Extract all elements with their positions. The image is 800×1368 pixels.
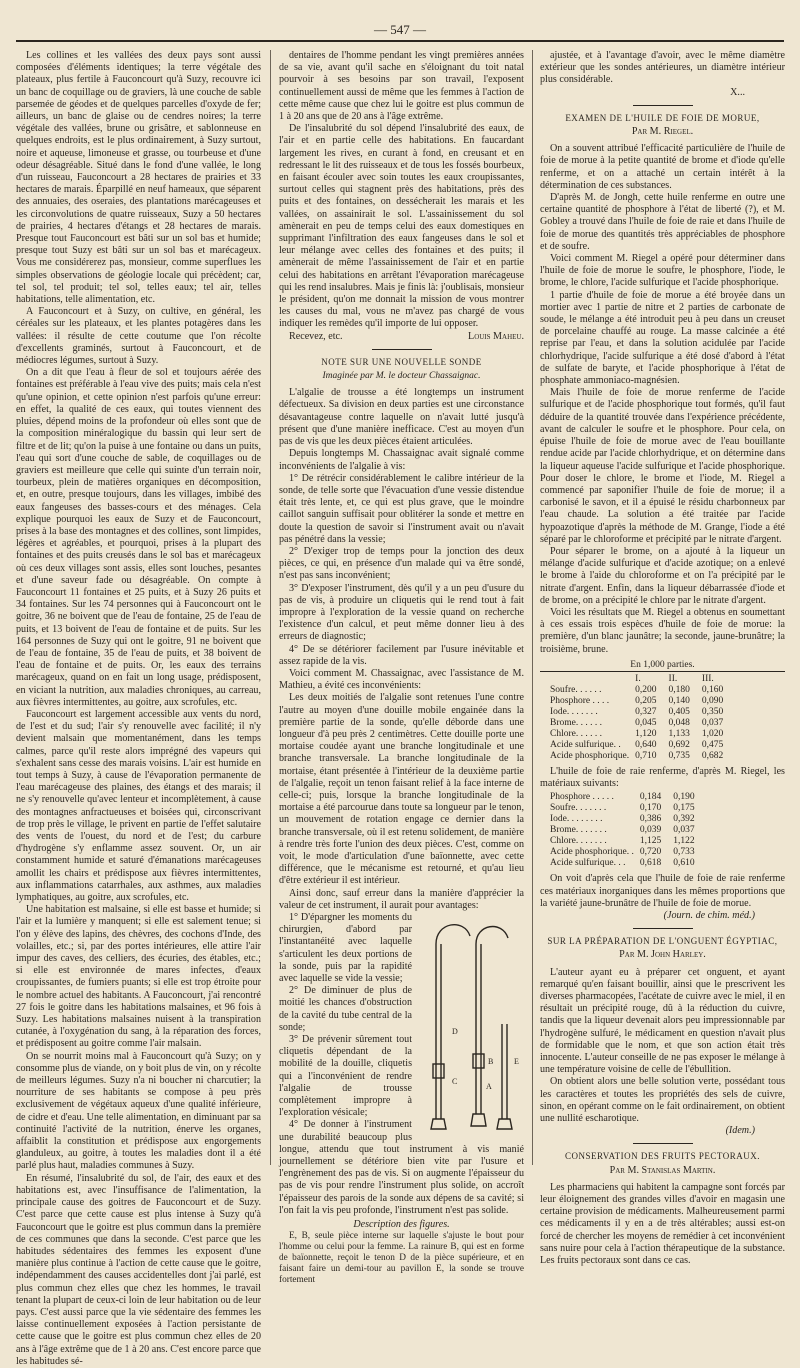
header-rule — [16, 40, 784, 42]
table-cell: 0,720 — [639, 847, 662, 858]
letter-signature: Louis Maheu. — [468, 330, 524, 342]
paragraph: On voit d'après cela que l'huile de foie de raie renferme ces matériaux inorganiques dans les mêmes proportions que la variété jaune-brunâtre de l'huile de foie de morue. — [540, 873, 785, 909]
table-row — [550, 740, 735, 751]
catheter-joint — [433, 1064, 444, 1078]
table-cell: 0,190 — [673, 792, 695, 803]
section-separator — [633, 928, 693, 929]
section-separator — [633, 105, 693, 106]
table-cell: 0,039 — [639, 825, 662, 836]
catheter-tip-curve — [476, 927, 508, 944]
paragraph: On obtient alors une belle solution verte, possédant tous les caractères et toutes les propriétés des sels de cuivre, sinon, en opérant comme on le fait ordinairement, on obtient une nullité escharotique. — [540, 1076, 785, 1125]
table-cell: 0,640 — [635, 739, 657, 750]
article-author: Par M. Riegel. — [631, 126, 694, 138]
paragraph: Voici comment M. Chassaignac, avec l'assistance de M. Mathieu, a évité ces inconvénients: — [279, 667, 524, 692]
table-row — [550, 847, 707, 858]
table-row — [550, 814, 707, 825]
paragraph: 3° D'exposer l'instrument, dès qu'il y a un peu d'usure du pas de vis, à produire un cliquetis qui le rend tout à fait impropre à l'exploration de la vessie quand on recherche l'existence d'un calcul, et peut même donner lieu à des erreurs de diagnostic; — [279, 582, 524, 643]
paragraph: Les pharmaciens qui habitent la campagne sont forcés par leur éloignement des grandes villes d'avoir en magasin une certaine provision de médicaments. Malheureusement parmi ces médicaments il y en a de très altérables; aussi est-on forcé de chercher les moyens de remédier à cet inconvénient sans nuire pour cela à l'action thérapeutique de la substance. Les fruits pectoraux sont dans ce cas. — [540, 1181, 785, 1267]
table-cell: Acide sulfurique. . — [550, 739, 621, 750]
table-cell: 0,327 — [635, 706, 657, 717]
table-cell: 0,175 — [673, 803, 695, 814]
table-cell: 0,618 — [639, 858, 662, 869]
table-cell: Acide phosphorique. — [550, 750, 630, 761]
table-row — [550, 751, 735, 762]
table-header — [550, 674, 635, 685]
table-header: III. — [701, 673, 714, 684]
figure-label: A — [486, 1082, 492, 1092]
table-row — [550, 836, 707, 847]
table-row — [550, 825, 707, 836]
table-cell: 0,170 — [639, 803, 662, 814]
table-cell: 0,045 — [635, 717, 657, 728]
letter-closing — [279, 331, 524, 343]
table-cell: 0,386 — [639, 814, 662, 825]
paragraph: Une habitation est malsaine, si elle est basse et humide; si l'air et la lumière y manquent; si elle est salement tenue; si l'on y élève des lapins, des chèvres, des cochons d'Inde, des volailles, etc.; si, par des portes intérieures, elle attire l'air impur des caves, des celliers, des écuries, des étables, etc.; si elle est environnée de mares infectes, d'eaux croupissantes, de fumiers puants; si elle est trop étroite pour le nombre actuel des habitants. A Fauconcourt, j'ai rencontré 27 fois le goitre dans les habitations malsaines, et 96 fois à Suzy. Les habitations malsaines nuisent à la transpiration cutanée, à l'oxygénation du sang, à la réparation des forces, et prédisposent au goitre comme l'air malsain. — [16, 904, 261, 1050]
paragraph: On se nourrit moins mal à Fauconcourt qu'à Suzy; on y consomme plus de viande, on y boit plus de vin, on y récolte de meilleurs légumes. Suzy n'a ni boucher ni charcutier; la nourriture de ses habitants se compose à peu près exclusivement de végétaux aqueux d'une qualité inférieure, de cidre et d'eau. Une telle alimentation, en diminuant par sa continuité l'activité de la nutrition, énerve les organes, affaiblit la constitution et prédispose aux engorgements glanduleux, au goitre, à toutes les maladies dont il a été parlé plus haut, maladies communes à Suzy. — [16, 1050, 262, 1172]
table-row — [550, 729, 735, 740]
figure-label: E — [514, 1057, 519, 1067]
table-cell: Phosphore . . . . . — [550, 792, 614, 803]
paragraph: 4° De donner à l'instrument une durabilité beaucoup plus longue, attendu que tout instrument à vis manié journellement se détériore bien vite par l'usure et l'engrènement des pas de vis. Si on augmente l'épaisseur du pas de vis pour rendre l'instrument plus solide, on accroît l'épaisseur des parois de la sonde aux dépens de sa cavité; si l'on fait la vis peu profonde, l'instrument n'est pas solide. — [279, 1119, 524, 1216]
intro-signature: X... — [730, 86, 745, 98]
table-cell: Acide sulfurique. . . — [550, 858, 626, 869]
paragraph: Voici les résultats que M. Riegel a obtenus en soumettant à ces essais trois espèces d'huile de foie de morue: la première, d'un blanc jaunâtre; la seconde, jaune-brunâtre; la troisième, brune. — [540, 606, 785, 655]
table-cell: 0,733 — [673, 847, 695, 858]
table-cell: 0,475 — [701, 739, 724, 750]
paragraph: 1° D'épargner les moments du chirurgien, d'abord par l'instantanéité avec laquelle s'articulent les deux portions de la sonde, puis par la rapidité avec laquelle se vide la vessie; — [279, 912, 412, 985]
paragraph: D'après M. de Jongh, cette huile renferme en outre une certaine quantité de phosphore à l'état de liberté (?), et M. Gobley a trouvé dans l'huile de foie de raie et dans l'huile de foie de morue des quantités très appréciables de phosphore et de soufre. — [540, 192, 785, 252]
table-cell: 0,392 — [673, 814, 695, 825]
catheter-joint — [473, 1054, 484, 1068]
catheter-illustration — [416, 914, 524, 1136]
table-row — [550, 792, 707, 803]
article-author: Par M. John Harley. — [619, 949, 706, 961]
catheter-pavilion — [471, 1114, 486, 1126]
table-cell: 0,200 — [635, 684, 657, 695]
source-citation: (Journ. de chim. méd.) — [663, 909, 755, 921]
paragraph: Les deux moitiés de l'algalie sont retenues l'une contre l'autre au moyen d'une douille mobile engainée dans la première partie de la sonde, qu'elle déborde dans une longueur d'à peu près 2 centimètres. Cette douille porte une mortaise coudée ayant une branche longitudinale et une branche transversale. La branche longitudinale de la mortaise, étant présentée à l'intérieur de la deuxième partie de l'algalie, reçoit un tenon faisant relief à la face interne de celle-ci; puis, lorsque la branche longitudinale de la mortaise a été parcourue dans toute sa longueur par le tenon, un mouvement de rotation engage ce dernier dans la branche transversale, où il est retenu solidement, de manière à rendre très forte l'union des deux pièces. C'est, comme on voit, le mode d'articulation d'une baïonnette, avec cette différence, que le mécanisme est retourné, et qu'au lieu d'être extérieur il est intérieur. — [279, 692, 524, 887]
table-header: I. — [635, 673, 641, 684]
table-cell: 1,120 — [635, 728, 657, 739]
table-cell: 0,735 — [668, 750, 690, 761]
table-cell: Iode. . . . . . . . — [550, 814, 603, 825]
column-divider — [532, 50, 533, 1165]
catheter-pavilion — [431, 1119, 446, 1129]
table-row — [550, 696, 735, 707]
table-cell: Soufre. . . . . . . — [550, 803, 607, 814]
table-cell: 0,140 — [668, 695, 690, 706]
paragraph: Pour séparer le brome, on a ajouté à la liqueur un mélange d'acide sulfurique et d'acide azotique; on a enlevé le brome à l'aide du chloroforme et on l'a précipité par le nitrate d'argent. Enfin, dans la liqueur débarrassée d'iode et de brome, on a précipité le chlore par le nitrate d'argent. — [540, 545, 785, 606]
paragraph: 2° De diminuer de plus de moitié les chances d'obstruction de la cavité du tube central de la sonde; — [279, 985, 412, 1033]
paragraph: Ainsi donc, sauf erreur dans la manière d'apprécier la valeur de cet instrument, il aurait pour avantages: — [279, 887, 524, 911]
paragraph: A Fauconcourt et à Suzy, on cultive, en général, les céréales sur les plateaux, et les plantes potagères dans les vallées: il résulte de cette coutume que l'on récolte d'excellents graminés, surtout à Fauconcourt, et de médiocres légumes, surtout à Suzy. — [16, 306, 261, 367]
section-separator — [372, 349, 432, 350]
table-cell: 0,350 — [701, 706, 724, 717]
table-cell: Phosphore . . . . — [550, 695, 610, 706]
table-cell: Soufre. . . . . . — [550, 684, 602, 695]
column-3 — [540, 50, 785, 1267]
table-cell: 0,180 — [668, 684, 690, 695]
paragraph: En résumé, l'insalubrité du sol, de l'air, des eaux et des habitations est, avec l'insuffisance de l'alimentation, la principale cause des goitres de Fauconcourt et de Suzy. C'est parce que cette cause est plus intense à Suzy qu'à Fauconcourt que le goitre est plus commun dans la première de ces communes que dans la seconde. C'est parce que les habitudes sédentaires des femmes les exposent d'une manière plus continue à l'action de cette cause que le goitre, indépendamment des causes accidentelles dont j'ai parlé, est plus commun chez elles que chez les hommes, le travail tenant la plupart de ceux-ci loin de leur habitation ou de leur pays. C'est aussi parce que la vie sédentaire des femmes les laisse continuellement exposées à l'action persistante de cette cause que le goitre est plus commun chez elles de 20 ans à l'âge extrême que de 1 à 20 ans. C'est encore parce que les habitudes sé- — [16, 1172, 261, 1367]
catheter-pavilion — [497, 1119, 512, 1129]
table-cell: 0,682 — [701, 750, 724, 761]
section-separator — [633, 1143, 693, 1144]
page-number: — 547 — — [374, 22, 426, 37]
paragraph: ajustée, et à l'avantage d'avoir, avec le même diamètre extérieur que les sondes antérieures, un diamètre intérieur plus considérable. — [540, 50, 785, 86]
table-cell: 1,125 — [639, 836, 662, 847]
paragraph: 4° De se détériorer facilement par l'usure inévitable et assez rapide de la vis. — [279, 643, 524, 667]
table-cell: 0,710 — [635, 750, 657, 761]
paragraph: 1° De rétrécir considérablement le calibre intérieur de la sonde, de telle sorte que l'évacuation d'une vessie distendue était très lente, et, ce qui est plus grave, que le moindre caillot sanguin suffisait pour oblitérer la sonde et mettre en doute la question de savoir si l'instrument avait ou n'avait pas pénétré dans la vessie; — [279, 472, 524, 545]
table-row — [550, 685, 735, 696]
table-cell: 0,205 — [635, 695, 657, 706]
figure-caption: Description des figures. — [353, 1219, 450, 1231]
table-cell: 0,037 — [673, 825, 695, 836]
figure-description: E, B, seule pièce interne sur laquelle s'ajuste le bout pour l'homme ou celui pour la femme. La rainure B, qui est en forme de baïonnette, reçoit le tenon D de la pièce supérieure, et en faisant faire un demi-tour au pavillon E, la sonde se trouve fortement — [279, 1231, 524, 1286]
table-cell: Chlore. . . . . . . — [550, 836, 607, 847]
table-unit-caption: En 1,000 parties. — [540, 659, 785, 672]
table-row — [550, 803, 707, 814]
table-row — [550, 718, 735, 729]
paragraph: Mais l'huile de foie de morue renferme de l'acide sulfurique et de l'acide phosphorique tout formés, qu'il faut déduire de la quantité trouvée dans l'expérience précédente, avant de calculer le soufre et le phosphore. Pour cela, on épuise l'huile de foie de morue avec de l'eau bouillante rendue acide par l'acide chlorhydrique, et on détermine dans la liqueur aqueuse l'acide sulfurique et l'acide phosphorique. Pour doser le chlore, le brome et l'iode, M. Riegel a commencé par saponifier l'huile de foie de morue; il a carbonisé le savon, et il a épuisé le résidu charbonneux par l'eau chaude. La solution a été traitée par l'acide hypoazotique d'après la méthode de M. Grange, l'iode a été séparé par le chloroforme et précipité par le nitrate d'argent. — [540, 387, 785, 545]
table-header-row — [550, 674, 735, 685]
table-cell: 0,160 — [701, 684, 724, 695]
paragraph: L'auteur ayant eu à préparer cet onguent, et ayant remarqué qu'en faisant bouillir, ainsi que le prescrivent les diverses pharmacopées, l'acétate de cuivre avec le miel, il en résultait un précipité rouge, dû à la réduction du cuivre, tandis que la liqueur devenait alors peu impressionnable par l'hydrogène sulfuré, le médicament en question n'avait plus de formidable que le nom, et que son action était très innocente. L'auteur conseille de ne pas exposer le mélange à une température voisine de celle de l'ébullition. — [540, 966, 785, 1076]
paragraph: L'algalie de trousse a été longtemps un instrument défectueux. Sa division en deux parties est une circonstance désavantageuse contre laquelle on n'avait lutté jusqu'à présent que d'une manière inefficace. C'est au moyen d'un pas de vis que les deux pièces étaient articulées. — [279, 387, 524, 448]
column-2 — [279, 50, 524, 1286]
paragraph: 2° D'exiger trop de temps pour la jonction des deux pièces, ce qui, en présence d'un malade qui va être sondé, n'est pas sans inconvénient; — [279, 545, 524, 582]
paragraph: dentaires de l'homme pendant les vingt premières années de sa vie, avant qu'il sache en s'éloignant du toit natal pourvoir à ses besoins par son travail, l'exposent continuellement aussi de même que les femmes à l'action de cette même cause que chez lui le goitre est plus commun de 1 à 20 ans que de 20 ans à l'âge extrême. — [279, 50, 524, 123]
article-author: Par M. Stanislas Martin. — [609, 1164, 716, 1176]
article-title: NOTE SUR UNE NOUVELLE SONDE — [321, 356, 482, 367]
paragraph: Voici comment M. Riegel a opéré pour déterminer dans l'huile de foie de morue le soufre, le phosphore, l'iode, le brome, le chlore, l'acide sulfurique et l'acide phosphorique. — [540, 253, 785, 289]
article-title: EXAMEN DE L'HUILE DE FOIE DE MORUE, — [565, 112, 760, 123]
paragraph: Les collines et les vallées des deux pays sont aussi composées d'éléments identiques; la terre végétale des plateaux, plus fertile à Fauconcourt qu'à Suzy, recouvre ici un banc de coquillage ou de graviers, là une couche de sable parsemée de géodes et de quelques parcelles d'oxyde de fer; ailleurs, un banc de glaise ou de cendres noires; la terre végétale des vallées, brune ou grisâtre, et sablonneuse en quelques endroits, est le plus ordinairement, à Suzy surtout, noire et aqueuse, limoneuse et grasse, ou tourbeuse et d'une odeur désagréable. Situé dans le fond d'une vallée, le long d'un ruisseau, Fauconcourt a 28 hectares de prairies et 33 hectares de marais. Éparpillé en neuf hameaux, que séparent des annuaies, des oseraies, des plantations marécageuses et les circonvolutions de quatre ruisseaux, Suzy a 50 hectares de prairies, 4 hectares d'étangs et 28 hectares de marais. Presque tout Fauconcourt est bâti sur un sol bas et humide; presque tout Suzy est bâti sur un sol bas et marécageux. Vous me considérerez pas, monsieur, comme superflues les simples observations de géologie locale qui précèdent; car, tel sol, tel produit; tel sol, telles eaux; tel air, telles habitations, telle alimentation, etc. — [16, 50, 261, 306]
column-1 — [16, 50, 262, 1367]
figure-label: D — [452, 1027, 458, 1037]
article-title: CONSERVATION DES FRUITS PECTORAUX. — [565, 1151, 760, 1162]
article-title: SUR LA PRÉPARATION DE L'ONGUENT ÉGYPTIAC, — [547, 936, 778, 947]
table-row — [550, 858, 707, 869]
table-cell: 1,020 — [701, 728, 724, 739]
article-subtitle: Imaginée par M. le docteur Chassaignac. — [322, 371, 481, 382]
table-cell: 0,184 — [639, 792, 662, 803]
oil-composition-table — [550, 674, 735, 762]
paragraph: 3° De prévenir sûrement tout cliquetis dépendant de la mobilité de la douille, cliquetis qui a l'inconvénient de rendre l'algalie de trousse complètement impropre à l'exploration vésicale; — [279, 1034, 412, 1119]
table-row — [550, 707, 735, 718]
paragraph: On a dit que l'eau à fleur de sol et toujours aérée des fontaines est préférable à l'eau vive des puits; mais cela n'est qu'une opinion, et cette opinion n'est parfois qu'une erreur: en effet, la qualité de ces eaux, qui toutes viennent des pluies, dépend moins de la profondeur où elles sont que de la composition minéralogique du bassin qui leur sert de filtre et de lit; qu'on la puise à une fontaine ou dans un puits, l'eau qui sort d'une couche de sable, de coquillages ou de graviers est meilleure que celle qui suinte d'un terrain noir, tourbeux, plein de matières organiques en décomposition, et, en outre, presque toujours, dans les villages, imbibé des eaux fangeuses des basses-cours et des ménages. Cela explique pourquoi les eaux de Suzy et de Fauconcourt, prises à la base des montagnes et des collines, sont limpides, légères et agréables, et pourquoi, prises à la plupart des fontaines et des puits creusés dans le sol bas et marécageux où ces deux villages sont assis, elles sont louches, pesantes et d'une saveur fade ou désagréable. On compte à Fauconcourt 11 fontaines et 25 puits, et à Suzy 26 puits et 34 fontaines. Sur les 74 personnes qui à Fauconcourt ont le goitre, 36 ne boivent que de l'eau de fontaine, 25 de l'eau de puits, et 13 boivent de l'eau de fontaine et de puits. Sur les 164 personnes de Suzy qui ont le goitre, 91 ne boivent que de l'eau de fontaine, 35 de l'eau de puits, et 38 boivent de l'eau de fontaine et de puits. Or, les eaux des terrains marécageux, quand on en fait un long usage, prédisposent, en viciant la nutrition, aux maladies chroniques, au carreau, aux fièvres intermittentes, au goitre, aux scrofules, etc. — [16, 367, 261, 708]
catheter-tip-curve — [436, 925, 470, 944]
paragraph: Fauconcourt est largement accessible aux vents du nord, de l'est et du sud; l'air s'y renouvelle avec facilité; il n'y devient malsain que momentanément, dans les temps calmes, parce qu'il reste alors imprégné des vapeurs qui s'exhalent sans cesse des marais voisins. L'air est humide en tout temps à Suzy, à cause de l'évaporation permanente de l'eau marécageuse des plaines, des étangs et des marais; il ne s'y renouvelle qu'avec lenteur et incomplètement, à cause des montagnes anfractueuses et boisées qui, circonscrivant de trop près le village, le privent en partie de l'effet salutaire des vents de l'ouest, du nord et de l'est; du carbure d'hydrogène s'y enflamme assez souvent. Or, un air constamment humide et saturé d'émanations marécageuses amollit les chairs et prédispose aux fièvres intermittentes, aux inflammations catarrhales, aux asthmes, aux maladies lymphatiques, au goitre, aux scrofules, etc. — [16, 708, 261, 904]
table-cell: 0,048 — [668, 717, 690, 728]
column-divider — [270, 50, 271, 1165]
ray-liver-oil-table — [550, 792, 707, 869]
paragraph: 1 partie d'huile de foie de morue a été broyée dans un mortier avec 1 partie de nitre et 2 parties de carbonate de soude, le mélange a été introduit peu à peu dans un creuset de porcelaine chauffé au rouge. La masse calcinée a été reprise par l'eau, et dans la solution acidulée par l'acide chlorhydrique, l'acide sulfurique a été dosé d'abord à l'état de sulfate de baryte, et l'acide phosphorique à l'état de phosphate ammoniaco-magnésien. — [540, 289, 785, 387]
table-cell: Brome. . . . . . . — [550, 825, 607, 836]
paragraph: De l'insalubrité du sol dépend l'insalubrité des eaux, de l'air et en partie celle des habitations. En faucardant largement les rives, en curant à fond, en creusant et en redressant le lit des ruisseaux et de tous les fossés bourbeux, en faisant écouler avec soin toutes les eaux croupissantes, surtout celles qui stagnent près des habitations, près des puits et des fontaines, on dessécherait les marais et les vallées, on assainirait le sol. L'assainissement du sol amènerait en peu de temps celui des eaux domestiques en supprimant l'infiltration des eaux fangeuses dans le sol et leur mélange avec celles des fontaines et des puits; il amènerait de même l'assainissement de l'air et en partie celui des habitations en arrêtant l'évaporation marécageuse qui les rend insalubres. Mais je finis là: j'oublisais, monsieur le président, qu'on me donnait la mission de vous montrer les causes du mal, vous ne m'avez pas chargé de vous indiquer les remèdes qu'il importe de lui opposer. — [279, 123, 524, 330]
table-cell: 1,122 — [673, 836, 695, 847]
table-cell: Chlore. . . . . . — [550, 728, 602, 739]
table-cell: 0,610 — [673, 858, 695, 869]
table-cell: Iode. . . . . . . — [550, 706, 598, 717]
table-cell: 0,090 — [701, 695, 724, 706]
paragraph: On a souvent attribué l'efficacité particulière de l'huile de foie de morue à la petite quantité de brome et d'iode qu'elle renferme, et on a attaché un certain intérêt à la détermination de ces substances. — [540, 143, 785, 191]
table-cell: 0,037 — [701, 717, 724, 728]
closing-formula: Recevez, etc. — [289, 330, 343, 342]
paragraph: Depuis longtemps M. Chassaignac avait signalé comme inconvénients de l'algalie à vis: — [279, 448, 524, 472]
paragraph: L'huile de foie de raie renferme, d'après M. Riegel, les matériaux suivants: — [540, 765, 785, 790]
table-cell: 0,692 — [668, 739, 690, 750]
table-header: II. — [668, 673, 678, 684]
table-cell: 0,405 — [668, 706, 690, 717]
figure-label: B — [488, 1057, 494, 1067]
figure-label: C — [452, 1077, 458, 1087]
table-cell: Brome. . . . . . — [550, 717, 602, 728]
source-citation: (Idem.) — [725, 1125, 755, 1137]
table-cell: Acide phosphorique. . — [550, 847, 634, 858]
sonde-figure — [416, 914, 524, 1136]
table-cell: 1,133 — [668, 728, 690, 739]
